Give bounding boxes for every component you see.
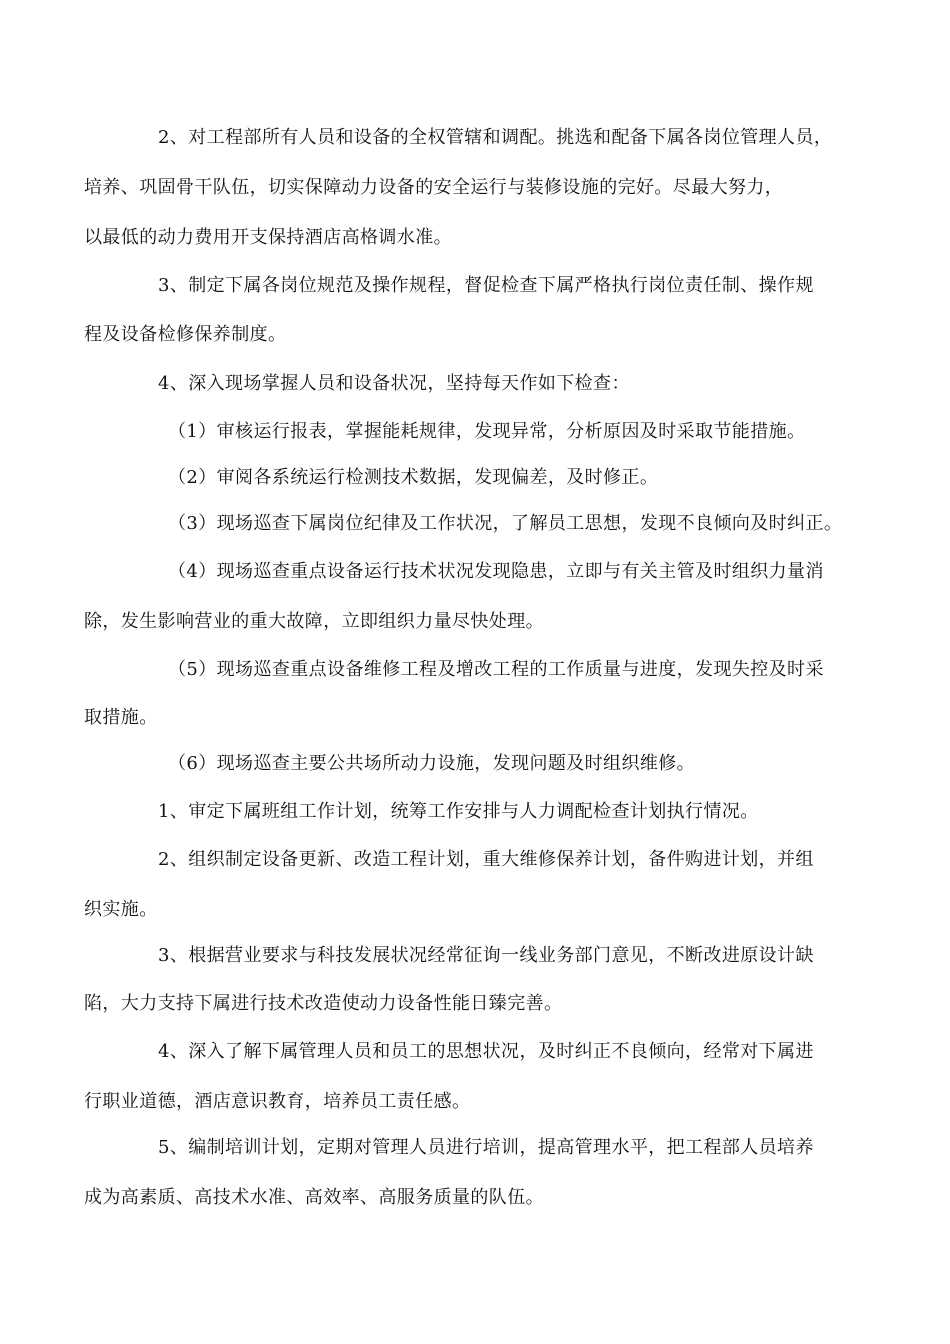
paragraph-line: （4）现场巡查重点设备运行技术状况发现隐患，立即与有关主管及时组织力量消 [168, 561, 824, 582]
paragraph-line: 织实施。 [84, 899, 158, 920]
paragraph-line: 除，发生影响营业的重大故障，立即组织力量尽快处理。 [84, 611, 544, 632]
paragraph-line: 4、深入现场掌握人员和设备状况，坚持每天作如下检查： [158, 373, 630, 394]
paragraph-line: 2、组织制定设备更新、改造工程计划，重大维修保养计划，备件购进计划，并组 [158, 849, 814, 870]
paragraph-line: （1）审核运行报表，掌握能耗规律，发现异常，分析原因及时采取节能措施。 [168, 421, 806, 442]
paragraph-line: 陷，大力支持下属进行技术改造使动力设备性能日臻完善。 [84, 993, 563, 1014]
paragraph-line: 成为高素质、高技术水准、高效率、高服务质量的队伍。 [84, 1187, 544, 1208]
paragraph-line: 程及设备检修保养制度。 [84, 324, 287, 345]
paragraph-line: （5）现场巡查重点设备维修工程及增改工程的工作质量与进度，发现失控及时采 [168, 659, 824, 680]
paragraph-line: 5、编制培训计划，定期对管理人员进行培训，提高管理水平，把工程部人员培养 [158, 1137, 814, 1158]
paragraph-line: 3、制定下属各岗位规范及操作规程，督促检查下属严格执行岗位责任制、操作规 [158, 275, 814, 296]
paragraph-line: 行职业道德，酒店意识教育，培养员工责任感。 [84, 1091, 471, 1112]
paragraph-line: 2、对工程部所有人员和设备的全权管辖和调配。挑选和配备下属各岗位管理人员， [158, 127, 833, 148]
paragraph-line: 以最低的动力费用开支保持酒店高格调水准。 [84, 227, 452, 248]
paragraph-line: （3）现场巡查下属岗位纪律及工作状况，了解员工思想，发现不良倾向及时纠正。 [168, 513, 843, 534]
paragraph-line: 4、深入了解下属管理人员和员工的思想状况，及时纠正不良倾向，经常对下属进 [158, 1041, 814, 1062]
paragraph-line: 培养、巩固骨干队伍，切实保障动力设备的安全运行与装修设施的完好。尽最大努力， [84, 177, 784, 198]
paragraph-line: （6）现场巡查主要公共场所动力设施，发现问题及时组织维修。 [168, 753, 696, 774]
paragraph-line: （2）审阅各系统运行检测技术数据，发现偏差，及时修正。 [168, 467, 659, 488]
paragraph-line: 取措施。 [84, 707, 158, 728]
paragraph-line: 3、根据营业要求与科技发展状况经常征询一线业务部门意见，不断改进原设计缺 [158, 945, 814, 966]
paragraph-line: 1、审定下属班组工作计划，统筹工作安排与人力调配检查计划执行情况。 [158, 801, 759, 822]
